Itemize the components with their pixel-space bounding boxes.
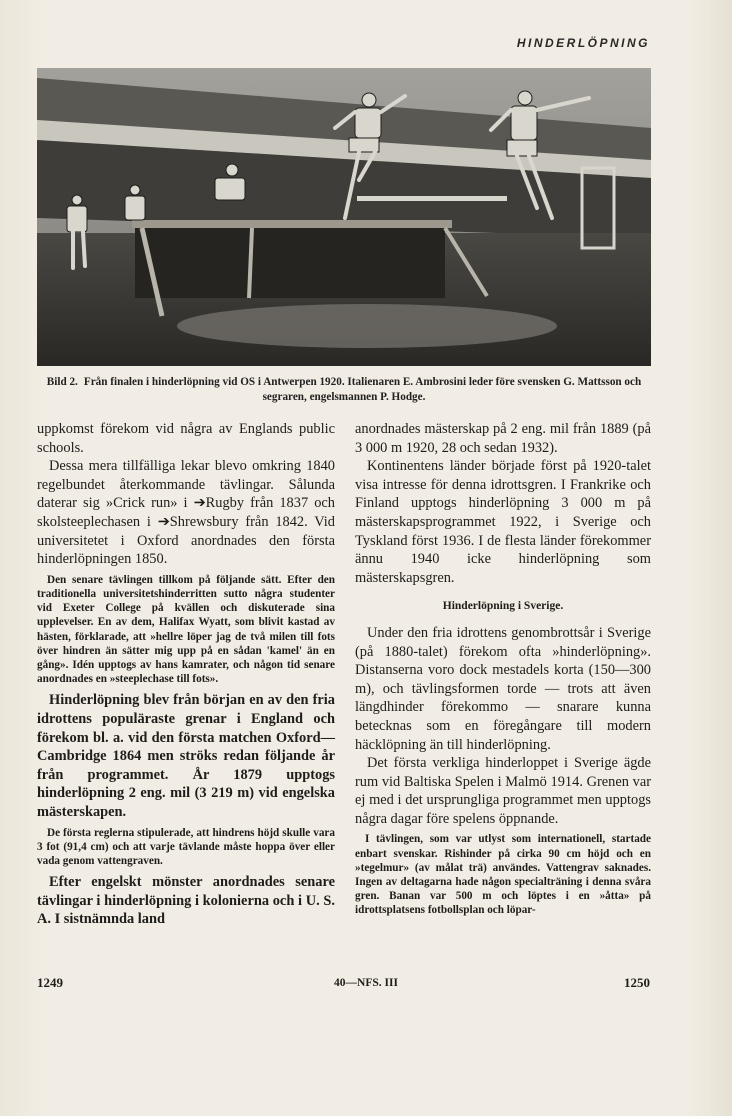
running-head: HINDERLÖPNING [516, 36, 650, 50]
right-column [355, 420, 651, 923]
left-column [37, 420, 335, 929]
caption-text: Från finalen i hinderlöpning vid OS i Antwerpen 1920. Italienaren E. Ambrosini leder före svensken G. Mattsson och segraren, engelsmannen P. Hodge. [83, 376, 642, 403]
section-heading: Hinderlöpning i Sverige. [442, 600, 564, 613]
printer-signature: 40—NFS. III [334, 977, 398, 989]
paragraph: anordnades mästerskap på 2 eng. mil från 1889 (på 3 000 m 1920, 28 och sedan 1932). [355, 421, 651, 456]
photo-illustration [37, 68, 651, 366]
page-number-right: 1250 [624, 975, 650, 990]
small-paragraph: Den senare tävlingen tillkom på följande sätt. Efter den traditionella universitetshinderritten sutto några studenter vid Exeter College på kvällen och diskuterade sina upplevelser. En av dem, Halifax Wyatt, som blivit kastad av hästen, förklarade, att »hellre löper jag de två milen till fots över hindren än sätter mig upp på en sådan 'kamel' än en gång». Idén upptogs av hans kamrater, och någon tid senare anordnades en »steeplechase till fots». [37, 573, 335, 686]
paragraph: Det första verkliga hinderloppet i Sverige ägde rum vid Baltiska Spelen i Malmö 1914. Grenen var ej med i det ursprungliga programmet men upptogs några dagar före spelens öppnande. [355, 755, 651, 827]
small-paragraph: I tävlingen, som var utlyst som internationell, startade enbart svenskar. Rishinder på cirka 90 cm höjd och en »tegelmur» (av målat trä) användes. Vattengrav saknades. Ingen av deltagarna hade någon specialträning i denna svåra gren. Banan var 500 m och löptes i en »åtta» på idrottsplatsens fotbollsplan och löpar- [355, 833, 651, 917]
figure-caption [37, 375, 651, 404]
small-paragraph: De första reglerna stipulerade, att hindrens höjd skulle vara 3 fot (91,4 cm) och att varje tävlande måste hoppa över eller vada genom vattengraven. [37, 826, 335, 867]
caption-label: Bild 2. [46, 376, 78, 388]
paragraph: Efter engelskt mönster anordnades senare tävlingar i hinderlöpning i kolonierna och i U. S. A. I sistnämnda land [37, 874, 335, 928]
paragraph: Dessa mera tillfälliga lekar blevo omkring 1840 regelbundet återkommande tävlingar. Sålunda daterar sig »Crick run» i ➔Rugby från 1837 och skolsteeplechasen i ➔Shrewsbury från 1842. Vid universitetet i Oxford anordnades den första hinderlöpningen 1850. [37, 458, 335, 568]
steeplechase-photo [37, 68, 651, 366]
page-number-left: 1249 [37, 975, 63, 990]
paragraph: Under den fria idrottens genombrottsår i Sverige (på 1880-talet) förekom ofta »hinderlöpning». Distanserna voro dock mestadels korta (150—300 m), och tävlingsformen torde — trots att även längdhinder förekommo — snarare kunna betecknas som en föregångare till modern häcklöpning än till hinderlöpning. [355, 624, 651, 753]
paragraph: uppkomst förekom vid några av Englands public schools. [37, 421, 335, 456]
paragraph: Hinderlöpning blev från början en av den fria idrottens populäraste grenar i England och förekom bl. a. vid den första matchen Oxford—Cambridge 1864 men ströks redan följande år från programmet. År 1879 upptogs hinderlöpning 2 eng. mil (3 219 m) vid engelska mästerskapen. [37, 692, 335, 820]
paragraph: Kontinentens länder började först på 1920-talet visa intresse för denna idrottsgren. I Frankrike och Finland upptogs hinderlöpning 3 000 m på mästerskapsprogrammet 1922, i Sverige och Tyskland först 1936. I de flesta länder förekommer ännu 1940 icke hinderlöpning som mästerskapsgren. [355, 458, 651, 586]
